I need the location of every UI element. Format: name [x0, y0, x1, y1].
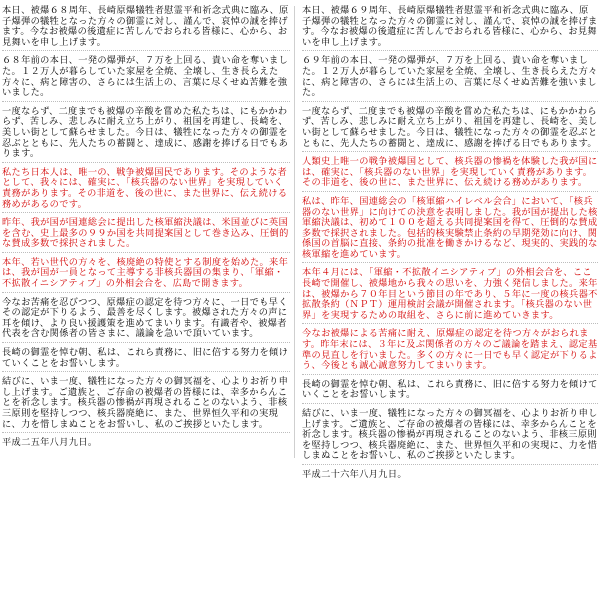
speech-paragraph-highlight: 私たち日本人は、唯一の、戦争被爆国民であります。そのような者として、我々には、確実に、「核兵器のない世界」を実現していく責務があります。その非道を、後の世に、また世界に、伝え続ける務めがあるのです。 — [2, 168, 290, 213]
speech-paragraph: 一度ならず、二度までも被爆の辛酸を嘗めた私たちは、にもかかわらず、苦しみ、悲しみに耐え立ち上がり、祖国を再建し、長崎を、美しい街として蘇らせました。今日は、犠牲になった方々の御霊を忍ぶとともに、先人たちの蓄闘と、達成に、感謝を捧げる日でもあります。 — [302, 107, 598, 152]
speech-paragraph: 本日、被爆６９周年、長崎原爆犠牲者慰霊平和祈念式典に臨み、原子爆弾の犠牲となった方々の御霊に対し、謹んで、哀悼の誠を捧げます。今なお被爆の後遺症に苦しんでおられる皆様に、心から、お見舞いを申し上げます。 — [302, 6, 598, 51]
speech-date: 平成二五年八月九日。 — [2, 437, 98, 449]
speech-paragraph: 長崎の御霊を悼む朝、私は、これら責務に、旧に倍する努力を傾けていくことをお誓いします。 — [302, 380, 598, 404]
speech-paragraph: 長崎の御霊を悼む朝、私は、これら責務に、旧に倍する努力を傾けていくことをお誓いします。 — [2, 348, 290, 372]
speech-paragraph: 本日、被爆６８周年、長崎原爆犠牲者慰霊平和祈念式典に臨み、原子爆弾の犠牲となった方々の御霊に対し、謹んで、哀悼の誠を捧げます。今なお被爆の後遺症に苦しんでおられる皆様に、心から、お見舞いを申し上げます。 — [2, 6, 290, 51]
speech-paragraph-highlight: 本年、若い世代の方々を、核廃絶の特使とする制度を始めた。来年は、我が国が一員となって主導する非核兵器国の集まり、「軍縮・不拡散イニシアティブ」の外相会合を、広島で開きます。 — [2, 258, 290, 293]
speech-paragraph: 結びに、いま一度、犠牲になった方々の御冥福を、心よりお祈り申し上げます。ご遺族と、ご存命の被爆者の皆様には、幸多からんことを祈念します。核兵器の惨禍が再現されることのないよう、非核三原則を堅持しつつ、核兵器廃絶に、また、世界恒久平和の実現に、力を惜しまぬことをお誓いし、私のご挨拶といたします。 — [302, 409, 598, 465]
speech-paragraph: 今なお苦痛を忍びつつ、原爆症の認定を待つ方々に、一日でも早くその認定が下りるよう、最善を尽くします。被爆された方々の声に耳を傾け、より良い援護策を進めてまいります。有識者や、被爆者代表を含む関係者の皆さまに、議論を急いで頂いています。 — [2, 298, 290, 343]
speech-paragraph-highlight: 人類史上唯一の戦争被爆国として、核兵器の惨禍を体験した我が国には、確実に、「核兵器のない世界」を実現していく責務があります。その非道を、後の世に、また世界に、伝え続ける務めがあります。 — [302, 157, 598, 192]
speech-2014-column — [302, 6, 598, 490]
speech-paragraph-highlight: 本年４月には、「軍縮・不拡散イニシアティブ」の外相会合を、ここ長崎で開催し、被爆地から我々の思いを、力強く発信しました。来年は、被爆から７０年目という節目の年であり、５年に一度の核兵器不拡散条約（ＮＰＴ）運用検討会議が開催されます。「核兵器のない世界」を実現するための取組を、さらに前に進めていきます。 — [302, 268, 598, 324]
speech-paragraph-highlight: 昨年、我が国が国連総会に提出した核軍縮決議は、米国並びに英国を含む、史上最多の９９か国を共同提案国として巻き込み、圧倒的な賛成多数で採択されました。 — [2, 218, 290, 253]
speech-2013-column — [2, 6, 295, 458]
speech-paragraph: 結びに、いま一度、犠牲になった方々の御冥福を、心よりお祈り申し上げます。ご遺族と、ご存命の被爆者の皆様には、幸多からんことを祈念します。核兵器の惨禍が再現されることのないよう、非核三原則を堅持しつつ、核兵器廃絶に、また、世界恒久平和の実現に、力を惜しまぬことをお誓いし、私のご挨拶といたします。 — [2, 377, 290, 433]
speech-paragraph-highlight: 今なお被爆による苦痛に耐え、原爆症の認定を待つ方々がおられます。昨年末には、３年に及ぶ関係者の方々のご議論を踏まえ、認定基準の見直しを行いました。多くの方々に一日でも早く認定が下りるよう、今後とも誠心誠意努力してまいります。 — [302, 329, 598, 374]
speech-paragraph: 一度ならず、二度までも被爆の辛酸を嘗めた私たちは、にもかかわらず、苦しみ、悲しみに耐え立ち上がり、祖国を再建し、長崎を、美しい街として蘇らせました。今日は、犠牲になった方々の御霊を忍ぶとともに、先人たちの蓄闘と、達成に、感謝を捧げる日でもあります。 — [2, 107, 290, 163]
speech-paragraph-highlight: 私は、昨年、国連総会の「核軍縮ハイレベル会合」において、「核兵器のない世界」に向けての決意を表明しました。我が国が提出した核軍縮決議は、初めて１００を超える共同提案国を得て、圧倒的な賛成多数で採択されました。包括的核実験禁止条約の早期発効に向け、関係国の首脳に直接、条約の批准を働きかけるなど、現実的、実践的な核軍縮を進めています。 — [302, 197, 598, 264]
speech-paragraph: ６９年前の本日、一発の爆弾が、７万を上回る、貴い命を奪いました。１２万人が暮らしていた家屋を全焼、全壊し、生き長らえた方々に、病と障害の、さらには生活上の、言葉に尽くせぬ苦難を強いました。 — [302, 56, 598, 101]
speech-paragraph: ６８年前の本日、一発の爆弾が、７万を上回る、貴い命を奪いました。１２万人が暮らしていた家屋を全焼、全壊し、生き長らえた方々に、病と障害の、さらには生活上の、言葉に尽くせぬ苦難を強いました。 — [2, 56, 290, 101]
speech-date: 平成二十六年八月九日。 — [302, 468, 407, 480]
